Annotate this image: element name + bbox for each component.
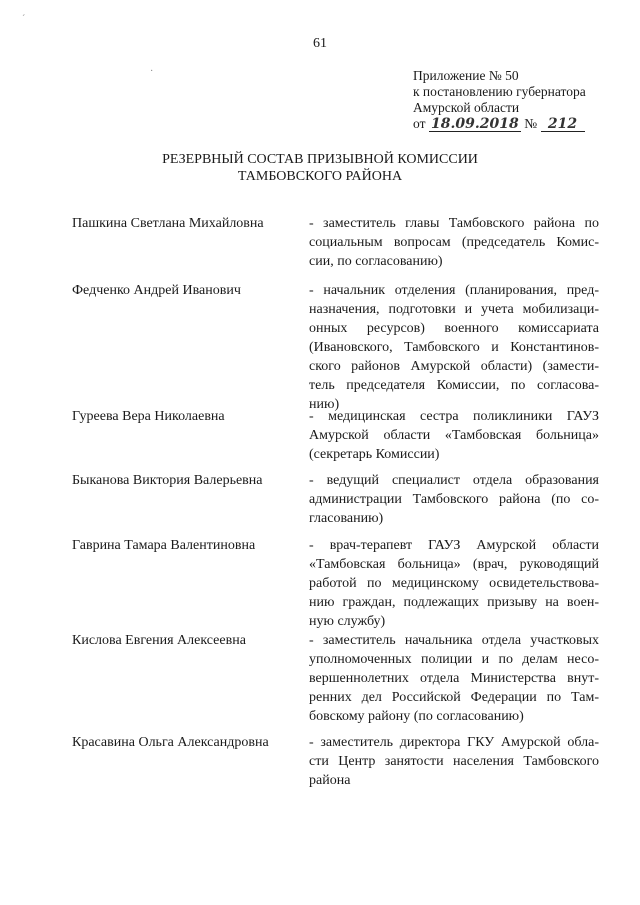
member-role [309,536,599,631]
role-line: сти Центр занятости населения Тамбовского [309,754,599,769]
number-sign: № [524,116,538,131]
role-line: ского районов Амурской области) (замести- [309,359,599,374]
role-line: - начальник отделения (планирования, пред- [309,283,599,298]
role-line: - врач-терапевт ГАУЗ Амурской области [309,538,599,553]
role-line: бовскому району (по согласованию) [309,709,524,724]
annex-region: Амурской области [413,100,520,115]
member-role [309,471,599,528]
member-name: Пашкина Светлана Михайловна [72,216,264,231]
handwritten-date: 18.09.2018 [429,117,521,132]
role-line: нию граждан, подлежащих призыву на воен- [309,595,599,610]
role-line: тель председателя Комиссии, по согласова- [309,378,599,393]
role-line: социальным вопросам (председатель Комис- [309,235,599,250]
document-title [0,151,640,185]
member-role [309,407,599,464]
role-line: (Ивановского, Тамбовского и Константинов- [309,340,599,355]
role-line: ную службу) [309,614,386,629]
role-line: администрации Тамбовского района (по со- [309,492,599,507]
annex-reference: к постановлению губернатора [413,84,586,99]
role-line: сии, по согласованию) [309,254,443,269]
role-line: вершеннолетних отдела Министерства внут- [309,671,599,686]
member-role [309,214,599,271]
role-line: уполномоченных полиции и по делам несо- [309,652,599,667]
role-line: района [309,773,351,788]
title-line-2: ТАМБОВСКОГО РАЙОНА [237,169,403,184]
role-line: - заместитель начальника отдела участковых [309,633,599,648]
annex-title: Приложение № 50 [413,68,519,83]
member-name: Гаврина Тамара Валентиновна [72,538,256,553]
member-name: Быканова Виктория Валерьевна [72,473,263,488]
role-line: «Тамбовская больница» (врач, руководящий [309,557,599,572]
role-line: гласованию) [309,511,384,526]
annex-header [413,68,613,132]
member-name: Гуреева Вера Николаевна [72,409,225,424]
member-name: Федченко Андрей Иванович [72,283,241,298]
role-line: нию) [309,397,340,412]
role-line: назначения, подготовки и учета мобилизаци- [309,302,599,317]
role-line: - ведущий специалист отдела образования [309,473,599,488]
member-role [309,281,599,414]
scan-speck: ˊ [22,14,26,25]
annex-date-line [413,116,613,132]
role-line: Амурской области «Тамбовская больница» [309,428,599,443]
annex-from-prefix: от [413,116,426,131]
member-role [309,733,599,790]
scan-speck: · [150,66,154,77]
role-line: - заместитель директора ГКУ Амурской обла- [309,735,599,750]
role-line: работой по медицинскому освидетельствова- [309,576,599,591]
page-number: 61 [313,36,327,51]
member-name: Красавина Ольга Александровна [72,735,269,750]
role-line: - медицинская сестра поликлиники ГАУЗ [309,409,599,424]
member-role [309,631,599,726]
handwritten-number: 212 [541,117,585,132]
title-line-1: РЕЗЕРВНЫЙ СОСТАВ ПРИЗЫВНОЙ КОМИССИИ [162,152,478,167]
role-line: онных ресурсов) военного комиссариата [309,321,599,336]
role-line: (секретарь Комиссии) [309,447,440,462]
role-line: - заместитель главы Тамбовского района по [309,216,599,231]
role-line: ренних дел Российской Федерации по Там- [309,690,599,705]
member-name: Кислова Евгения Алексеевна [72,633,246,648]
